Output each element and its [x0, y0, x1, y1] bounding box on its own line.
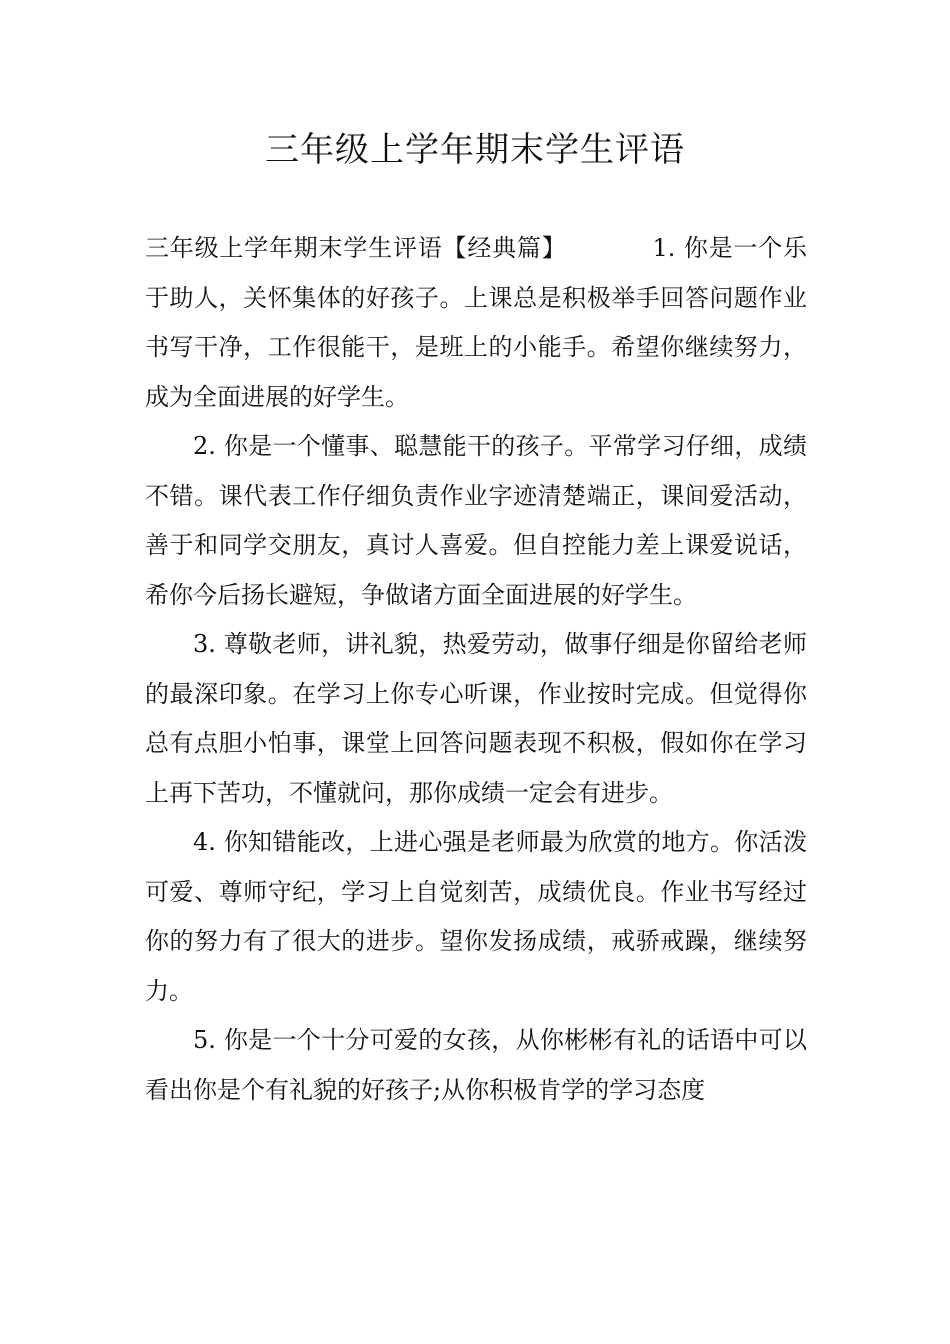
- paragraph-5: 5. 你是一个十分可爱的女孩，从你彬彬有礼的话语中可以看出你是个有礼貌的好孩子;从你积极肯学的学习态度: [145, 1026, 807, 1104]
- document-body: [145, 224, 807, 1115]
- intro-heading: 三年级上学年期末学生评语【经典篇】: [145, 234, 567, 262]
- paragraph-1: [145, 224, 807, 422]
- paragraph-2: 2. 你是一个懂事、聪慧能干的孩子。平常学习仔细，成绩不错。课代表工作仔细负责作业字迹清楚端正，课间爱活动，善于和同学交朋友，真讨人喜爱。但自控能力差上课爱说话，希你今后扬长避短，争做诸方面全面进展的好学生。: [145, 432, 807, 609]
- paragraph-3: 3. 尊敬老师，讲礼貌，热爱劳动，做事仔细是你留给老师的最深印象。在学习上你专心听课，作业按时完成。但觉得你总有点胆小怕事，课堂上回答问题表现不积极，假如你在学习上再下苦功，不懂就问，那你成绩一定会有进步。: [145, 630, 807, 807]
- page-title: 三年级上学年期末学生评语: [265, 130, 685, 170]
- paragraph-1-text: 1. 你是一个乐于助人，关怀集体的好孩子。上课总是积极举手回答问题作业书写干净，工作很能干，是班上的小能手。希望你继续努力，成为全面进展的好学生。: [145, 234, 807, 411]
- paragraph-4: 4. 你知错能改，上进心强是老师最为欣赏的地方。你活泼可爱、尊师守纪，学习上自觉刻苦，成绩优良。作业书写经过你的努力有了很大的进步。望你发扬成绩，戒骄戒躁，继续努力。: [145, 828, 807, 1005]
